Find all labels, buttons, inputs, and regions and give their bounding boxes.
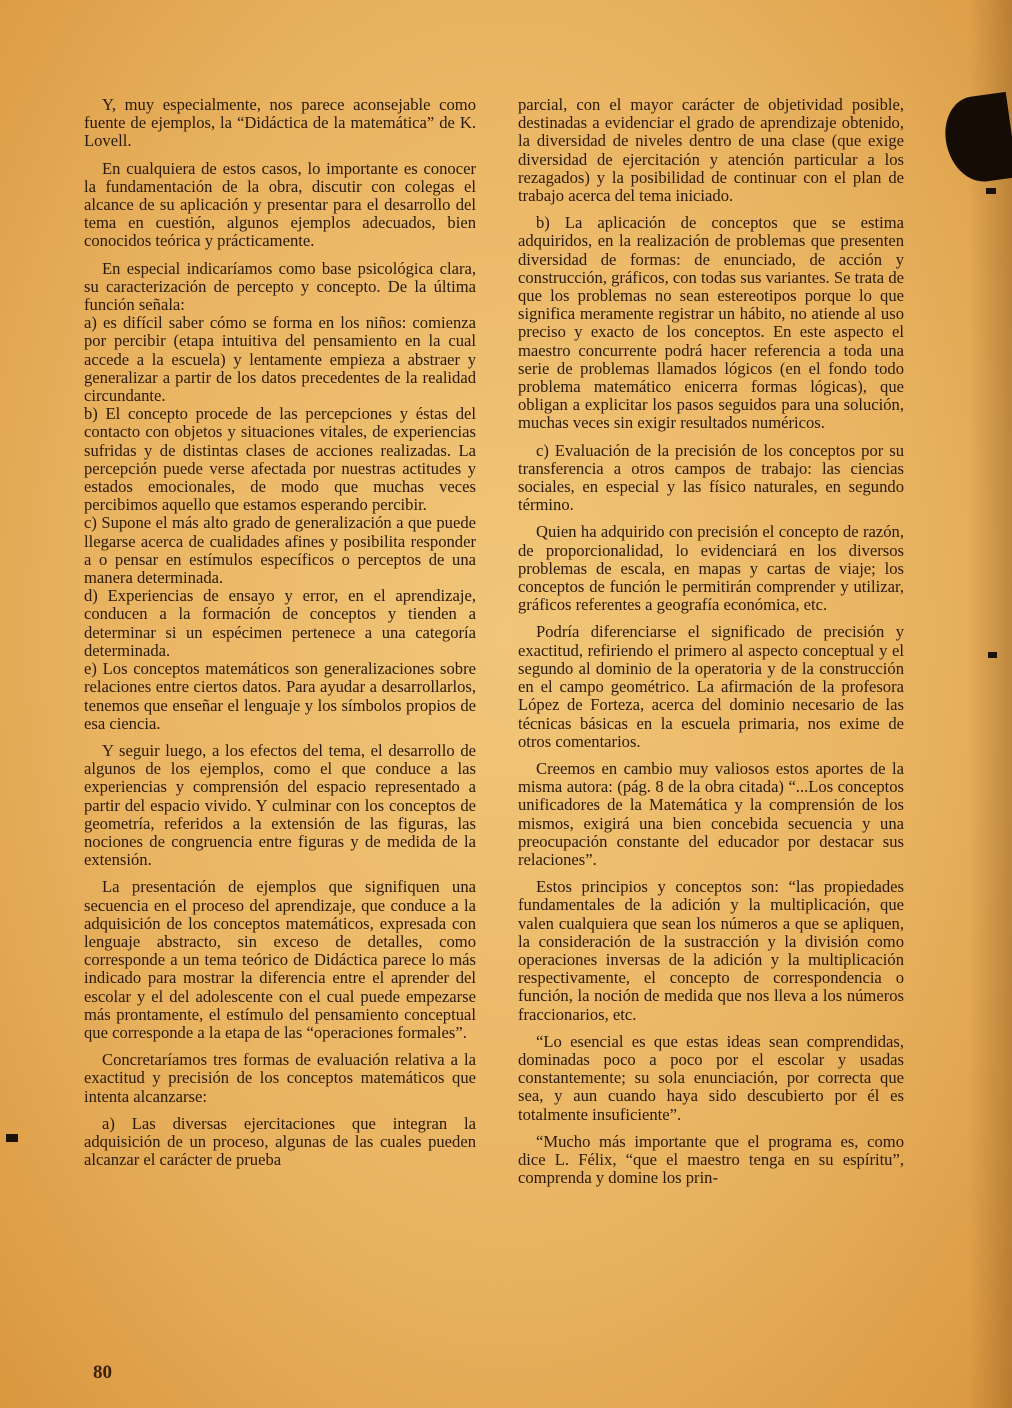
list-item: a) es difícil saber cómo se forma en los niños: comienza por percibir (etapa intuitiva del pensamiento en la cual accede a la escuela) y lentamente empieza a abstraer y generalizar a partir de los datos precedentes de la realidad circundante. [84, 313, 476, 406]
list-item: d) Experiencias de ensayo y error, en el aprendizaje, conducen a la formación de conceptos y tienden a determinar si un espécimen pertenece a una categoría determinada. [84, 586, 476, 660]
list-item: b) La aplicación de conceptos que se estima adquiridos, en la realización de problemas que presenten diversidad de formas: de enunciado, de acción y construcción, gráficos, con todas sus variantes. Se trata de que los problemas no sean estereotipos porque lo que significa meramente registrar un hábito, no atiende al uso preciso y exacto de los conceptos. En este aspecto el maestro concurrente podrá hacer referencia a toda una serie de problemas llamados lógicos (en el fondo todo problema matemático enicerra formas lógicas), que obligan a explicitar los pasos seguidos para una solución, muchas veces sin exigir resultados numéricos. [518, 213, 904, 433]
page-number: 80 [93, 1362, 112, 1383]
ink-mark [6, 1134, 18, 1142]
list-item: a) Las diversas ejercitaciones que integran la adquisición de un proceso, algunas de las cuales pueden alcanzar el carácter de prueba [84, 1113, 476, 1170]
right-column [518, 96, 904, 1196]
page-edge-shadow [968, 0, 1012, 1408]
paragraph: En especial indicaríamos como base psicológica clara, su caracterización de percepto y concepto. De la última función señala: [84, 258, 476, 315]
page-damage-hole [940, 92, 1012, 186]
paragraph: “Mucho más importante que el programa es, como dice L. Félix, “que el maestro tenga en su espíritu”, comprenda y domine los prin- [518, 1131, 904, 1188]
list-item: e) Los conceptos matemáticos son generalizaciones sobre relaciones entre ciertos datos. Para ayudar a desarrollarlos, tenemos que enseñar el lenguaje y los símbolos propios de esa ciencia. [84, 659, 476, 733]
left-column [84, 96, 476, 1178]
paragraph: parcial, con el mayor carácter de objetividad posible, destinadas a evidenciar el grado de aprendizaje obtenido, la diversidad de niveles dentro de una clase (que exige diversidad de ejercitación y atención particular a los rezagados) y la posibilidad de continuar con el plan de trabajo acerca del tema iniciado. [518, 95, 904, 206]
paragraph: Estos principios y conceptos son: “las propiedades fundamentales de la adición y la multiplicación, que valen cualquiera que sean los números a que se apliquen, la consideración de la sustracción y la división como operaciones inversas de la adición y la multiplicación respectivamente, el concepto de correspondencia o función, la noción de medida que nos lleva a los números fraccionarios, etc. [518, 877, 904, 1024]
paragraph: Quien ha adquirido con precisión el concepto de razón, de proporcionalidad, lo evidenciará en los diversos problemas de escala, en mapas y cartas de viaje; los conceptos de función le permitirán comprender y utilizar, gráficos referentes a geografía económica, etc. [518, 522, 904, 615]
paragraph: En cualquiera de estos casos, lo importante es conocer la fundamentación de la obra, discutir con colegas el alcance de su aplicación y presentar para el desarrollo del tema en cuestión, algunos ejemplos adecuados, bien conocidos teórica y prácticamente. [84, 158, 476, 251]
paragraph: Concretaríamos tres formas de evaluación relativa a la exactitud y precisión de los conceptos matemáticos que intenta alcanzarse: [84, 1050, 476, 1106]
paragraph: “Lo esencial es que estas ideas sean comprendidas, dominadas poco a poco por el escolar y usadas constantemente; su sola enunciación, por correcta que sea, y aun cuando haya sido descubierto por él es totalmente insuficiente”. [518, 1031, 904, 1124]
list-item: b) El concepto procede de las percepciones y éstas del contacto con objetos y situaciones vitales, de experiencias sufridas y de distintas clases de acciones realizadas. La percepción puede verse afectada por nuestras actitudes y estados emocionales, de modo que muchas veces percibimos aquello que estamos esperando percibir. [84, 404, 476, 515]
ink-mark [986, 188, 996, 194]
list-item: c) Supone el más alto grado de generalización a que puede llegarse acerca de cualidades afines y posibilita responder a o pensar en estímulos específicos o perceptos de una manera determinada. [84, 513, 476, 588]
paragraph: Y, muy especialmente, nos parece aconsejable como fuente de ejemplos, la “Didáctica de la matemática” de K. Lovell. [84, 95, 476, 151]
list-item: c) Evaluación de la precisión de los conceptos por su transferencia a otros campos de trabajo: las ciencias sociales, en especial y las físico naturales, en segundo término. [518, 440, 904, 515]
paragraph: Creemos en cambio muy valiosos estos aportes de la misma autora: (pág. 8 de la obra citada) “...Los conceptos unificadores de la Matemática y la comprensión de los mismos, exigirá una bien concebida secuencia y una preocupación constante del educador por destacar sus relaciones”. [518, 758, 904, 869]
paragraph: Y seguir luego, a los efectos del tema, el desarrollo de algunos de los ejemplos, como el que conduce a las experiencias y comprensión del espacio representado a partir del espacio vivido. Y culminar con los conceptos de geometría, referidos a la extensión de las figuras, las nociones de congruencia entre figuras y de medida de la extensión. [84, 740, 476, 870]
paragraph: La presentación de ejemplos que signifiquen una secuencia en el proceso del aprendizaje, que conduce a la adquisición de los conceptos matemáticos, expresada con lenguaje abstracto, sin exceso de detalles, como corresponde a un tema teórico de Didáctica parece lo más indicado para mostrar la diferencia entre el aprender del escolar y el del adolescente con el cual puede empezarse más prontamente, el estímulo del pensamiento conceptual que corresponde a la etapa de las “operaciones formales”. [84, 877, 476, 1042]
paragraph: Podría diferenciarse el significado de precisión y exactitud, refiriendo el primero al aspecto conceptual y el segundo al dominio de la operatoria y de la construcción en el campo geométrico. La afirmación de la profesora López de Forteza, acerca del dominio necesario de las técnicas básicas en la escuela primaria, nos exime de otros comentarios. [518, 622, 904, 751]
ink-mark [988, 652, 997, 658]
